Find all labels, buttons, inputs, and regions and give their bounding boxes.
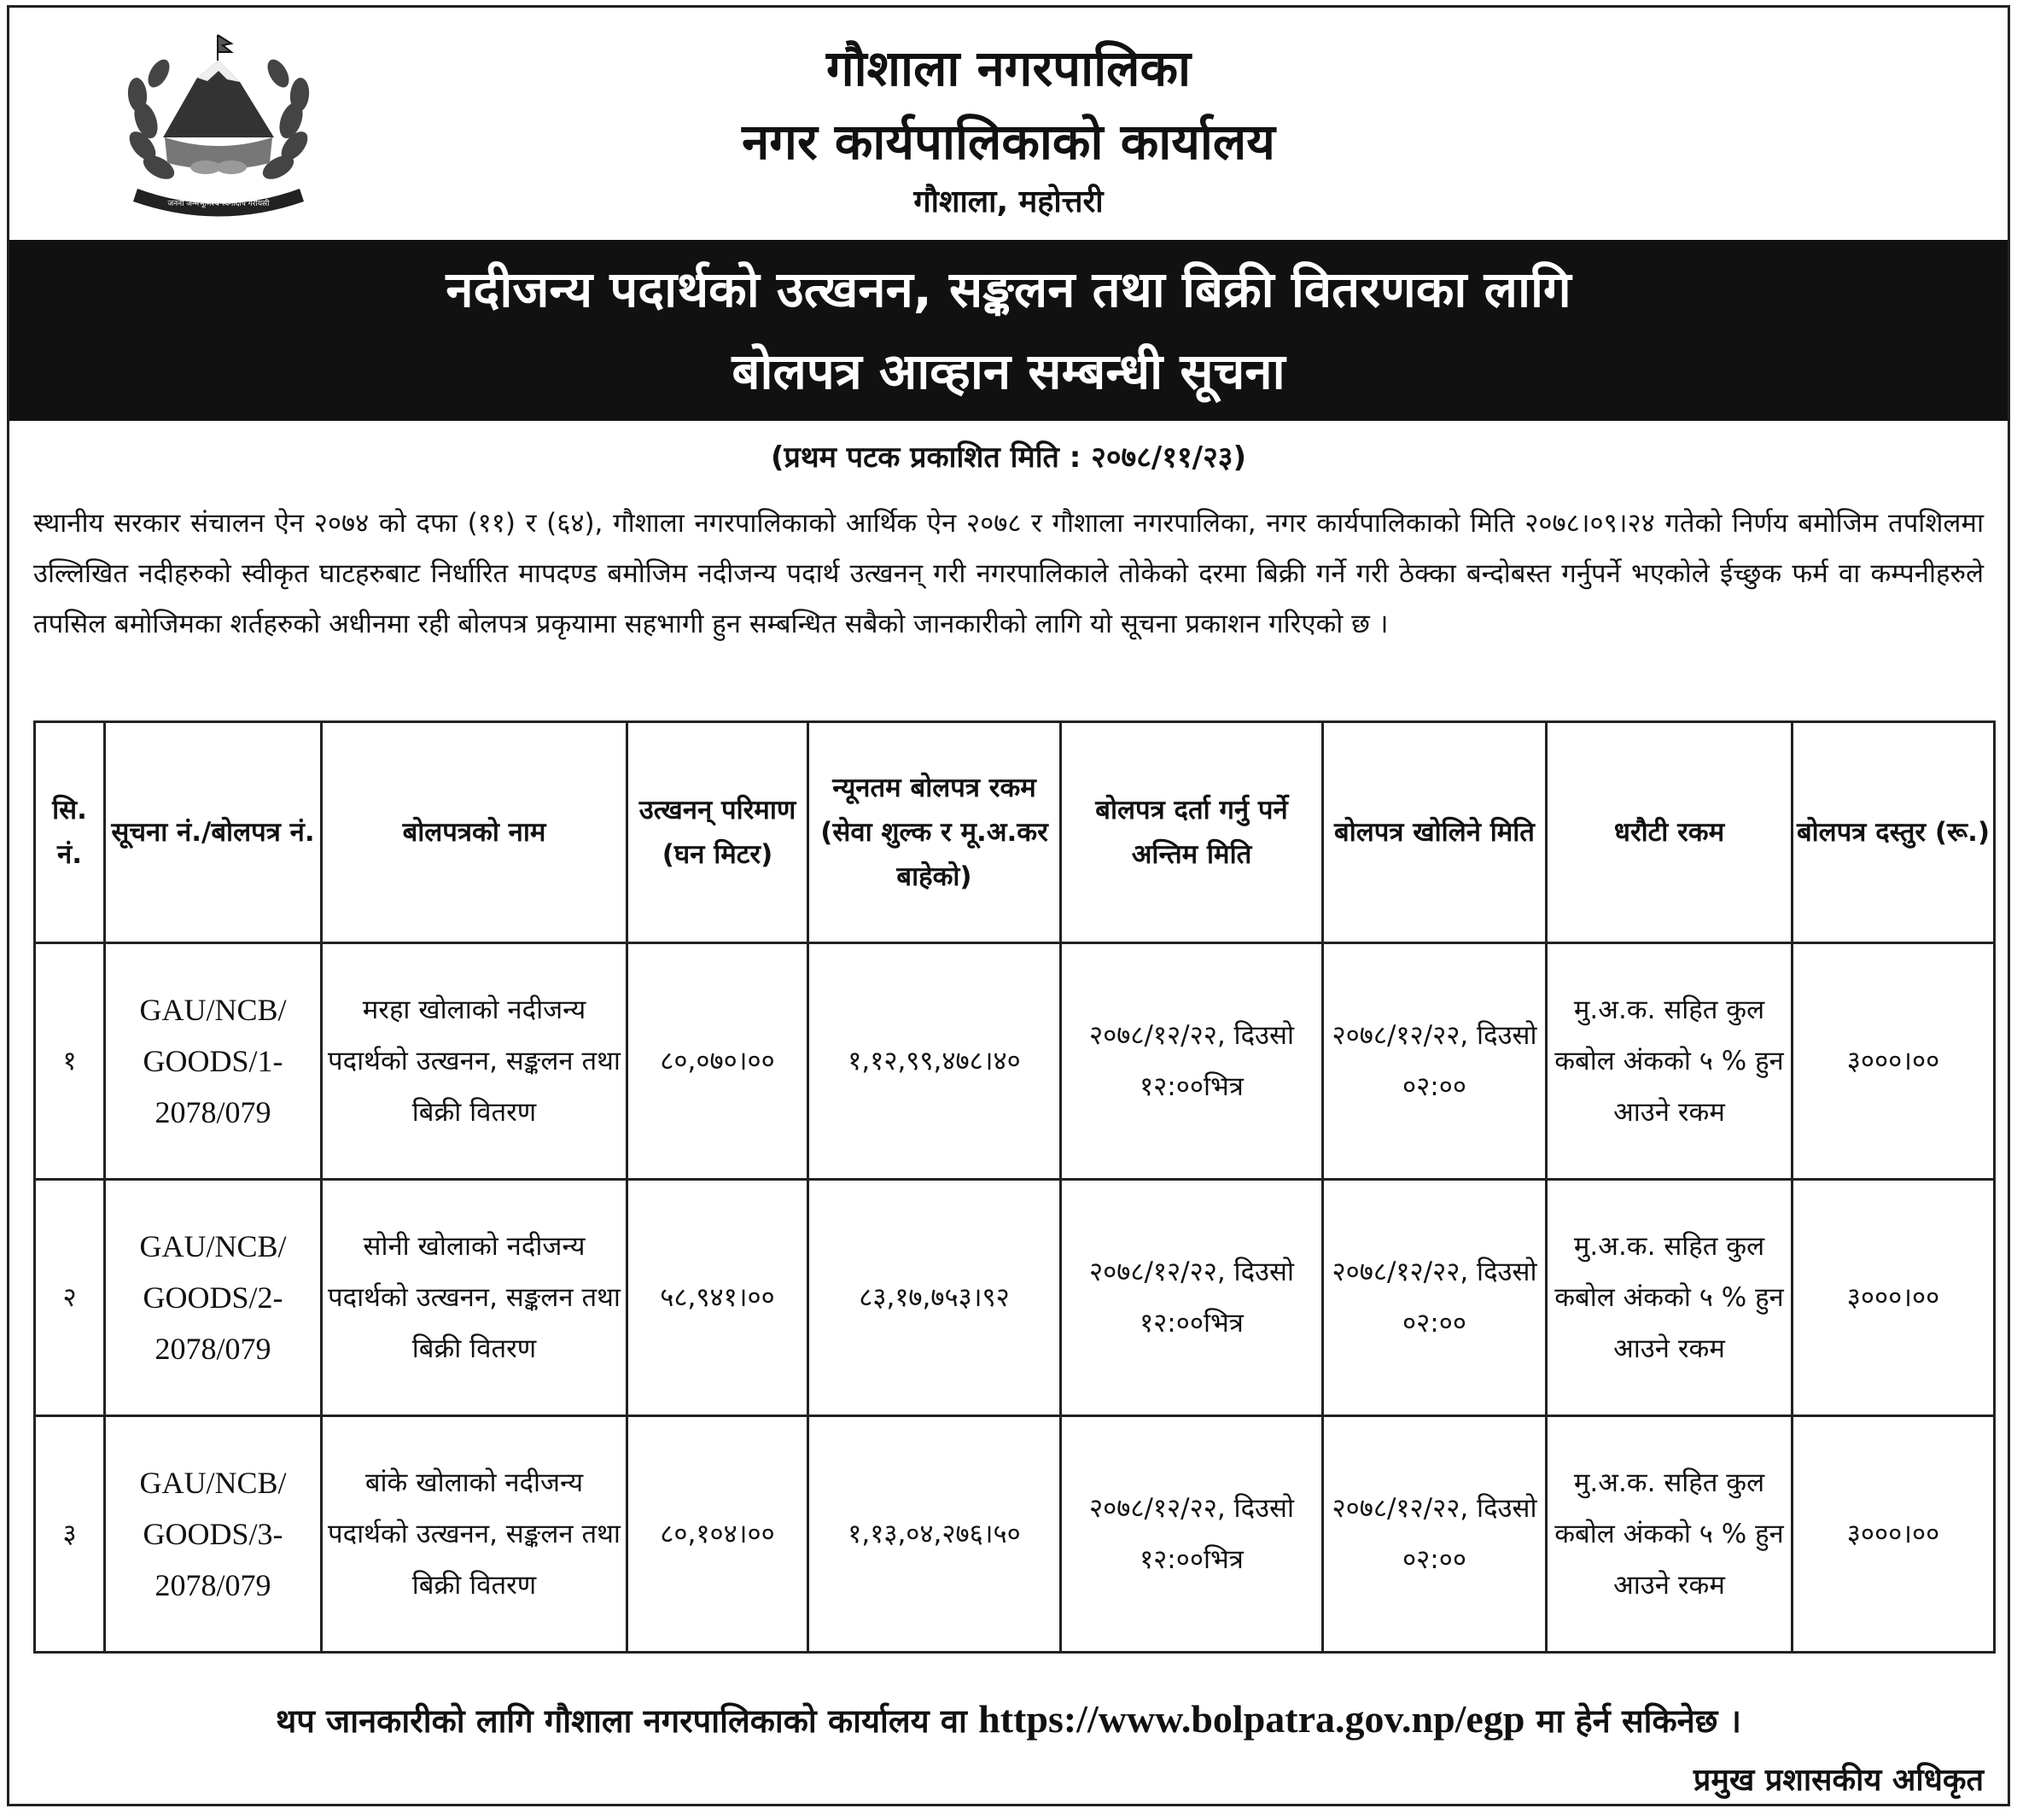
column-header: न्यूनतम बोलपत्र रकम (सेवा शुल्क र मू.अ.कर बाहेको) (808, 722, 1061, 943)
opening-date: २०७८/१२/२२, दिउसो ०२:०० (1323, 1416, 1547, 1653)
notice-header (9, 8, 2008, 240)
footer-info-suffix: मा हेर्न सकिनेछ । (1524, 1702, 1742, 1740)
column-header: उत्खनन् परिमाण (घन मिटर) (627, 722, 808, 943)
column-header: बोलपत्र दस्तुर (रू.) (1793, 722, 1995, 943)
tender-name: बांके खोलाको नदीजन्य पदार्थको उत्खनन, सङ्कलन तथा बिक्री वितरण (322, 1416, 627, 1653)
footer-info-prefix: थप जानकारीको लागि गौशाला नगरपालिकाको कार्यालय वा (275, 1702, 979, 1740)
notice-page (7, 5, 2010, 1806)
column-header: बोलपत्र दर्ता गर्नु पर्ने अन्तिम मिति (1061, 722, 1323, 943)
org-name: गौशाला नगरपालिका (825, 39, 1192, 97)
table-row (35, 943, 1995, 1180)
table-row (35, 1180, 1995, 1416)
column-header: सूचना नं./बोलपत्र नं. (105, 722, 322, 943)
egp-portal-link[interactable]: https://www.bolpatra.gov.np/egp (978, 1697, 1525, 1741)
tender-fee: ३०००।०० (1793, 1416, 1995, 1653)
last-submission-date: २०७८/१२/२२, दिउसो १२:००भित्र (1061, 1416, 1323, 1653)
minimum-amount: १,१२,९९,४७८।४० (808, 943, 1061, 1180)
last-submission-date: २०७८/१२/२२, दिउसो १२:००भित्र (1061, 1180, 1323, 1416)
office-address: गौशाला, महोत्तरी (913, 184, 1104, 219)
minimum-amount: १,१३,०४,२७६।५० (808, 1416, 1061, 1653)
notice-number: GAU/NCB/ GOODS/1- 2078/079 (105, 943, 322, 1180)
notice-body: स्थानीय सरकार संचालन ऐन २०७४ को दफा (११) र (६४), गौशाला नगरपालिकाको आर्थिक ऐन २०७८ र गौशाला नगरपालिका, नगर कार्यपालिकाको मिति २०७८।०९।२४ गतेको निर्णय बमोजिम तपशिलमा उल्लिखित नदीहरुको स्वीकृत घाटहरुबाट निर्धारित मापदण्ड बमोजिम नदीजन्य पदार्थ उत्खनन् गरी नगरपालिकाले तोकेको दरमा बिक्री गर्ने गरी ठेक्का बन्दोबस्त गर्नुपर्ने भएकोले ईच्छुक फर्म वा कम्पनीहरुले तपसिल बमोजिमका शर्तहरुको अधीनमा रही बोलपत्र प्रकृयामा सहभागी हुन सम्बन्धित सबैको जानकारीको लागि यो सूचना प्रकाशन गरिएको छ । (33, 508, 1984, 639)
signatory-title: प्रमुख प्रशासकीय अधिकृत (1693, 1763, 1984, 1798)
published-date: (प्रथम पटक प्रकाशित मिति : २०७८/११/२३) (771, 440, 1246, 475)
footer-info (9, 1696, 2008, 1742)
serial-number: २ (35, 1180, 105, 1416)
deposit-amount: मु.अ.क. सहित कुल कबोल अंकको ५ % हुन आउने रकम (1547, 943, 1793, 1180)
notice-number: GAU/NCB/ GOODS/2- 2078/079 (105, 1180, 322, 1416)
minimum-amount: ८३,१७,७५३।९२ (808, 1180, 1061, 1416)
serial-number: १ (35, 943, 105, 1180)
opening-date: २०७८/१२/२२, दिउसो ०२:०० (1323, 943, 1547, 1180)
tender-name: सोनी खोलाको नदीजन्य पदार्थको उत्खनन, सङ्कलन तथा बिक्री वितरण (322, 1180, 627, 1416)
opening-date: २०७८/१२/२२, दिउसो ०२:०० (1323, 1180, 1547, 1416)
table-row (35, 1416, 1995, 1653)
organization-block (9, 32, 2008, 226)
deposit-amount: मु.अ.क. सहित कुल कबोल अंकको ५ % हुन आउने रकम (1547, 1180, 1793, 1416)
tender-fee: ३०००।०० (1793, 943, 1995, 1180)
deposit-amount: मु.अ.क. सहित कुल कबोल अंकको ५ % हुन आउने रकम (1547, 1416, 1793, 1653)
notice-title-banner (9, 240, 2008, 421)
last-submission-date: २०७८/१२/२२, दिउसो १२:००भित्र (1061, 943, 1323, 1180)
column-header: धरौटी रकम (1547, 722, 1793, 943)
column-header: बोलपत्रको नाम (322, 722, 627, 943)
notice-title-line1: नदीजन्य पदार्थको उत्खनन, सङ्कलन तथा बिक्री वितरणका लागि (446, 260, 1571, 318)
column-header: बोलपत्र खोलिने मिति (1323, 722, 1547, 943)
table-header-row (35, 722, 1995, 943)
notice-number: GAU/NCB/ GOODS/3- 2078/079 (105, 1416, 322, 1653)
quantity: ५८,९४१।०० (627, 1180, 808, 1416)
emblem-motto: जननी जन्मभूमिश्च स्वर्गादपि गरीयसी (167, 200, 270, 208)
tender-fee: ३०००।०० (1793, 1180, 1995, 1416)
column-header: सि. नं. (35, 722, 105, 943)
office-name: नगर कार्यपालिकाको कार्यालय (742, 113, 1275, 171)
quantity: ८०,०७०।०० (627, 943, 808, 1180)
notice-title-line2: बोलपत्र आव्हान सम्बन्धी सूचना (732, 342, 1285, 400)
serial-number: ३ (35, 1416, 105, 1653)
quantity: ८०,१०४।०० (627, 1416, 808, 1653)
tender-table (33, 720, 1996, 1654)
tender-name: मरहा खोलाको नदीजन्य पदार्थको उत्खनन, सङ्कलन तथा बिक्री वितरण (322, 943, 627, 1180)
